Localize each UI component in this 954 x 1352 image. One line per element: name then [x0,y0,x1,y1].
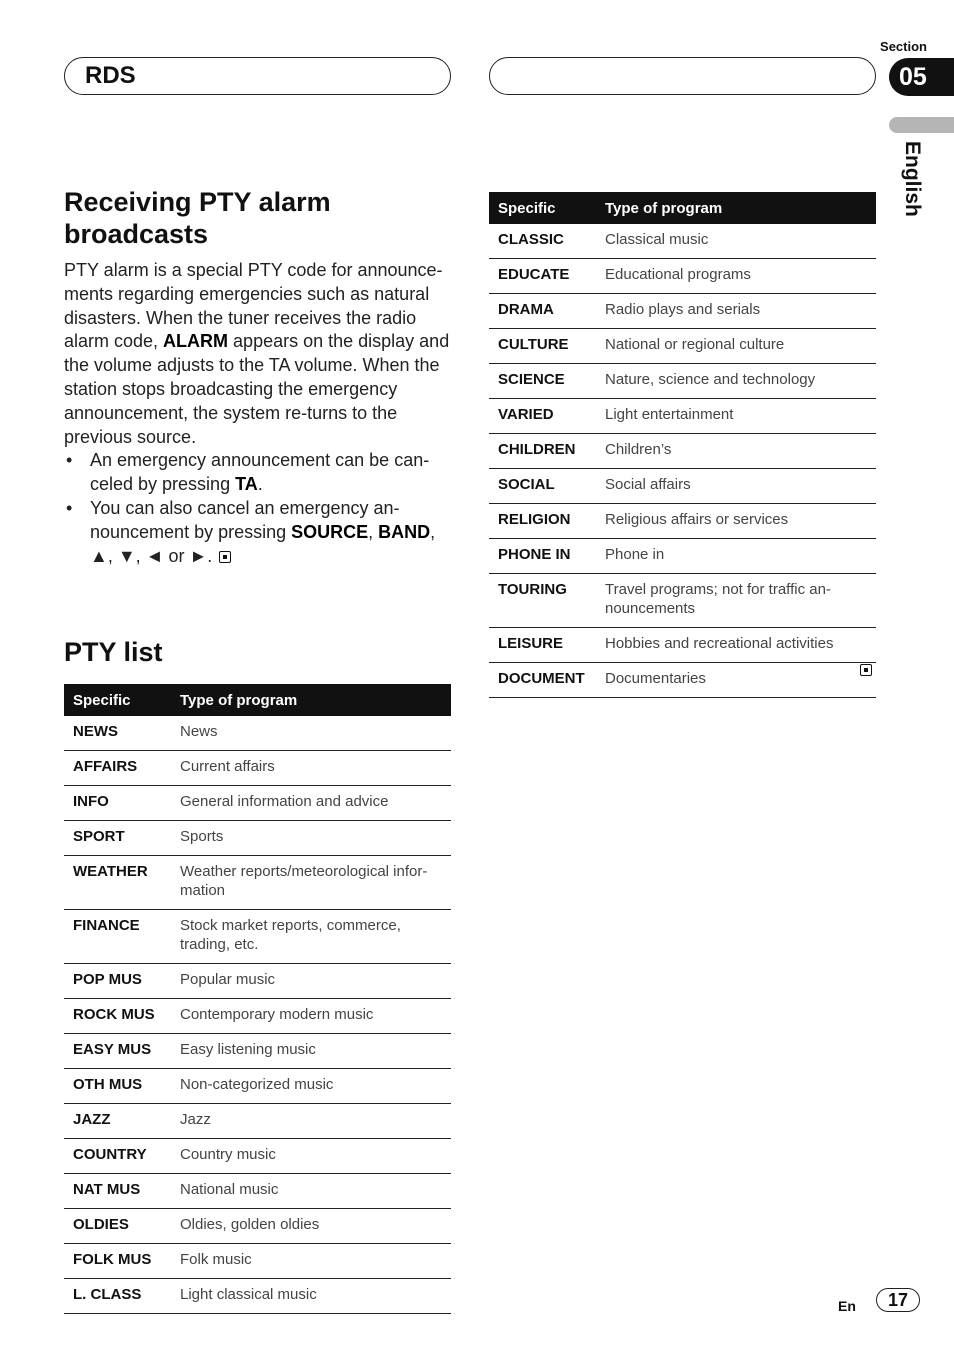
pty-description: Current affairs [171,751,451,786]
pty-code: COUNTRY [64,1139,171,1174]
pty-description: National music [171,1174,451,1209]
pty-description: Country music [171,1139,451,1174]
table-row [489,259,876,294]
pty-description: General information and advice [171,786,451,821]
pty-code: SOCIAL [489,469,596,504]
alarm-display-term: ALARM [163,331,229,352]
pty-code: WEATHER [64,856,171,910]
pty-description: Jazz [171,1104,451,1139]
bullet-item [64,497,454,568]
table-row [64,1244,451,1279]
table-row [64,910,451,964]
bullet2-end: , ▲, ▼, ◄ or ►. [90,521,436,566]
section-number: 05 [899,62,927,91]
pty-code: EDUCATE [489,259,596,294]
pty-code: OTH MUS [64,1069,171,1104]
table-row [64,1279,451,1314]
language-tab [889,117,954,133]
section-number-tab [889,58,954,96]
bullet2-sep: , [368,521,379,542]
alarm-body [64,259,454,568]
pty-code: CHILDREN [489,434,596,469]
pty-description: Religious affairs or services [596,504,876,539]
pty-description: Travel programs; not for traffic an-nouncements [596,574,876,628]
bullet-item [64,449,454,497]
pty-code: NAT MUS [64,1174,171,1209]
page-number: 17 [876,1288,920,1312]
pty-description: Radio plays and serials [596,294,876,329]
table-row [489,364,876,399]
pty-code: OLDIES [64,1209,171,1244]
pty-description: Hobbies and recreational activities [596,628,876,663]
pty-description: Children’s [596,434,876,469]
table-row [489,399,876,434]
bullet1-text: An emergency announcement can be can-celed by pressing [90,450,430,495]
table-row [64,856,451,910]
pty-code: ROCK MUS [64,999,171,1034]
pty-description: Nature, science and technology [596,364,876,399]
pty-code: DOCUMENT [489,663,596,698]
table-row [64,821,451,856]
pty-code: L. CLASS [64,1279,171,1314]
table-row [489,434,876,469]
end-of-section-icon [219,551,231,563]
pty-code: LEISURE [489,628,596,663]
table-row [64,751,451,786]
alarm-heading: Receiving PTY alarm broadcasts [64,187,331,249]
pty-table-right [489,192,876,698]
pty-description: Educational programs [596,259,876,294]
pty-code: SCIENCE [489,364,596,399]
pty-code: AFFAIRS [64,751,171,786]
bullet1-end: . [257,474,263,495]
band-button-term: BAND [378,521,431,542]
pty-description: Classical music [596,224,876,259]
table-row [64,1139,451,1174]
pty-list-heading: PTY list [64,637,163,667]
table-row [489,539,876,574]
section-label: Section [880,39,927,54]
pty-code: INFO [64,786,171,821]
pty-code: CLASSIC [489,224,596,259]
pty-description: Non-categorized music [171,1069,451,1104]
pty-description: Phone in [596,539,876,574]
table-row [489,329,876,364]
bullet2-text: You can also cancel an emergency an-nouncement by pressing [90,497,400,542]
pty-description: Stock market reports, commerce, trading, etc. [171,910,451,964]
pty-description: National or regional culture [596,329,876,364]
table-row [489,663,876,698]
pty-description: Folk music [171,1244,451,1279]
col-specific-header: Specific [489,192,596,224]
pty-description: Light classical music [171,1279,451,1314]
table-row [64,1069,451,1104]
table-row [64,999,451,1034]
pty-code: SPORT [64,821,171,856]
table-row [64,786,451,821]
table-row [64,1174,451,1209]
table-row [489,628,876,663]
pty-code: POP MUS [64,964,171,999]
table-row [489,574,876,628]
alarm-text-1: PTY alarm is a special PTY code for announce-ments regarding emergencies such as natural disasters. When the tuner receives the radio alarm code, [64,260,443,352]
table-row [489,504,876,539]
ta-button-term: TA [235,474,258,495]
pty-table-left [64,684,451,1314]
pty-description: Weather reports/meteorological infor-mation [171,856,451,910]
pty-description: Easy listening music [171,1034,451,1069]
table-row [489,224,876,259]
col-specific-header: Specific [64,684,171,716]
language-abbr: En [838,1298,856,1314]
pty-code: VARIED [489,399,596,434]
pty-code: EASY MUS [64,1034,171,1069]
pty-code: DRAMA [489,294,596,329]
col-type-header: Type of program [596,192,876,224]
pty-description: Contemporary modern music [171,999,451,1034]
table-row [64,1034,451,1069]
alarm-text-2: appears on the display and the volume adjusts to the TA volume. When the station stops broadcasting the emergency announcement, the system re-turns to the previous source. [64,331,450,447]
chapter-title-pill [64,57,451,95]
pty-description: Documentaries [596,663,876,698]
col-type-header: Type of program [171,684,451,716]
pty-code: TOURING [489,574,596,628]
source-button-term: SOURCE [291,521,369,542]
pty-description: Sports [171,821,451,856]
table-header-row [489,192,876,224]
pty-code: FOLK MUS [64,1244,171,1279]
pty-description: Social affairs [596,469,876,504]
pty-code: PHONE IN [489,539,596,574]
blank-header-pill [489,57,876,95]
end-of-section-icon [860,664,872,676]
pty-description: Oldies, golden oldies [171,1209,451,1244]
pty-code: JAZZ [64,1104,171,1139]
chapter-title: RDS [85,62,136,89]
pty-description: Light entertainment [596,399,876,434]
pty-code: RELIGION [489,504,596,539]
pty-code: NEWS [64,716,171,751]
table-header-row [64,684,451,716]
pty-code: FINANCE [64,910,171,964]
pty-code: CULTURE [489,329,596,364]
table-row [64,964,451,999]
language-label: English [901,141,924,217]
table-row [64,716,451,751]
pty-description: Popular music [171,964,451,999]
alarm-paragraph [64,259,454,449]
table-row [489,294,876,329]
alarm-bullets [64,449,454,568]
table-row [64,1209,451,1244]
table-row [489,469,876,504]
table-row [64,1104,451,1139]
pty-description: News [171,716,451,751]
